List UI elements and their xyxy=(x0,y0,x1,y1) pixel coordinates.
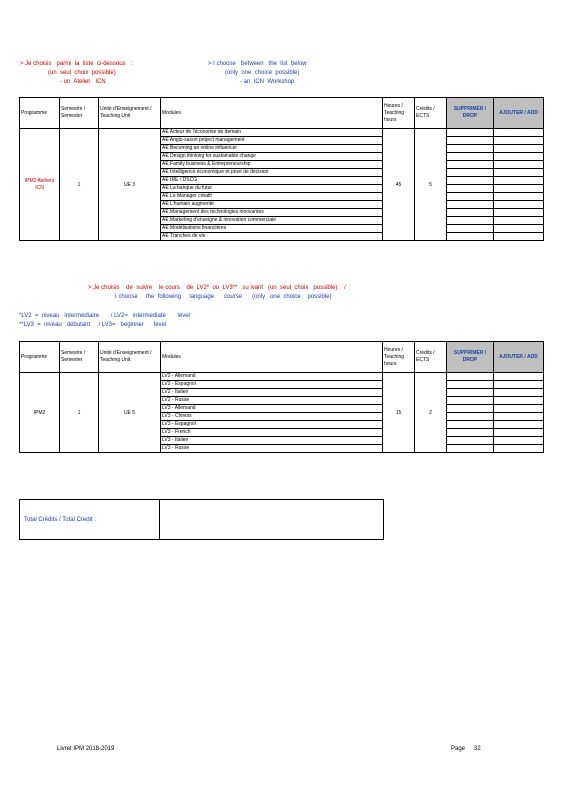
add-checkbox[interactable] xyxy=(494,185,544,193)
total-credits-label: Total Crédits / Total Credit : xyxy=(20,500,160,539)
semestre-cell: 1 xyxy=(60,129,99,241)
workshop-table xyxy=(19,97,544,241)
language-item: LV2 - Russe xyxy=(161,397,383,405)
ue-cell: UE 3 xyxy=(99,129,161,241)
programme-cell: IPM2 xyxy=(20,373,60,453)
header-programme: Programme xyxy=(20,342,60,373)
add-checkbox[interactable] xyxy=(494,389,544,397)
intro-en-line2: (only one choice possible) xyxy=(225,70,300,76)
add-checkbox[interactable] xyxy=(494,405,544,413)
footer-page-label: Page xyxy=(451,746,466,752)
module-item: AE Le Manager créatif xyxy=(161,193,383,201)
module-item: AE Management des technologies innovantes xyxy=(161,209,383,217)
header-modules: Modules xyxy=(161,342,383,373)
intro2-line2: I choose the following language course (only one choice possible) xyxy=(115,294,332,300)
drop-checkbox[interactable] xyxy=(447,185,494,193)
header-ajouter: AJOUTER / ADD xyxy=(494,342,544,373)
header-credits: Crédits / ECTS xyxy=(415,342,447,373)
ue-cell: UE 5 xyxy=(99,373,161,453)
total-credits-box xyxy=(19,499,384,540)
header-semestre: Semestre / Semester xyxy=(60,342,99,373)
total-credits-value-field[interactable] xyxy=(161,500,383,539)
add-checkbox[interactable] xyxy=(494,225,544,233)
credits-cell: 2 xyxy=(415,373,447,453)
header-semestre: Semestre / Semester xyxy=(60,98,99,129)
programme-cell: IPM2 Ateliers ICN xyxy=(20,129,60,241)
module-item: AE La banque du futur xyxy=(161,185,383,193)
drop-checkbox[interactable] xyxy=(447,225,494,233)
add-checkbox[interactable] xyxy=(494,153,544,161)
drop-checkbox[interactable] xyxy=(447,373,494,381)
language-item: LV3 - Italien xyxy=(161,437,383,445)
add-checkbox[interactable] xyxy=(494,233,544,241)
drop-checkbox[interactable] xyxy=(447,129,494,137)
add-checkbox[interactable] xyxy=(494,137,544,145)
add-checkbox[interactable] xyxy=(494,373,544,381)
drop-checkbox[interactable] xyxy=(447,397,494,405)
add-checkbox[interactable] xyxy=(494,413,544,421)
lv2-note: *LV2 = niveau intermédiaire / LV2= intermediate level xyxy=(19,313,190,319)
drop-checkbox[interactable] xyxy=(447,421,494,429)
header-heures: Heures / Teaching hours xyxy=(383,342,415,373)
header-supprimer: SUPPRIMER / DROP xyxy=(447,342,494,373)
drop-checkbox[interactable] xyxy=(447,445,494,453)
module-item: AE Intelligence économique et prise de décision xyxy=(161,169,383,177)
footer-page-number: 32 xyxy=(474,746,481,752)
drop-checkbox[interactable] xyxy=(447,381,494,389)
language-item: LV2 - Italien xyxy=(161,389,383,397)
add-checkbox[interactable] xyxy=(494,209,544,217)
drop-checkbox[interactable] xyxy=(447,437,494,445)
drop-checkbox[interactable] xyxy=(447,193,494,201)
intro-fr-line1: > Je choisis parmi la liste ci-dessous : xyxy=(20,61,133,67)
intro2-line1: > Je choisis de suivre le cours de LV2* ou LV3** su ivant (un seul choix possible) / xyxy=(88,285,346,291)
add-checkbox[interactable] xyxy=(494,217,544,225)
drop-checkbox[interactable] xyxy=(447,389,494,397)
language-item: LV3 - French xyxy=(161,429,383,437)
drop-checkbox[interactable] xyxy=(447,169,494,177)
drop-checkbox[interactable] xyxy=(447,177,494,185)
add-checkbox[interactable] xyxy=(494,381,544,389)
footer-booklet: Livret IPM 2018-2019 xyxy=(57,746,115,752)
add-checkbox[interactable] xyxy=(494,177,544,185)
add-checkbox[interactable] xyxy=(494,397,544,405)
add-checkbox[interactable] xyxy=(494,145,544,153)
module-item: AE Becoming an online influencer xyxy=(161,145,383,153)
intro-fr-line2: (un seul choix possible) xyxy=(48,70,116,76)
intro-en-line1: > I choose between the list below xyxy=(208,61,307,67)
add-checkbox[interactable] xyxy=(494,169,544,177)
language-table xyxy=(19,341,544,453)
drop-checkbox[interactable] xyxy=(447,145,494,153)
header-heures: Heures / Teaching hours xyxy=(383,98,415,129)
language-item: LV3 - Chinois xyxy=(161,413,383,421)
header-programme: Programme xyxy=(20,98,60,129)
drop-checkbox[interactable] xyxy=(447,153,494,161)
add-checkbox[interactable] xyxy=(494,445,544,453)
language-item: LV2 - Espagnol xyxy=(161,381,383,389)
header-supprimer: SUPPRIMER / DROP xyxy=(447,98,494,129)
intro-en-line3: - an ICN Workshop xyxy=(240,79,295,85)
drop-checkbox[interactable] xyxy=(447,217,494,225)
add-checkbox[interactable] xyxy=(494,421,544,429)
add-checkbox[interactable] xyxy=(494,437,544,445)
drop-checkbox[interactable] xyxy=(447,233,494,241)
lv3-note: **LV3 = niveau débutant / LV3= beginner level xyxy=(19,322,167,328)
drop-checkbox[interactable] xyxy=(447,209,494,217)
add-checkbox[interactable] xyxy=(494,429,544,437)
header-ajouter: AJOUTER / ADD xyxy=(494,98,544,129)
header-unite: Unité d'Enseignement / Teaching Unit xyxy=(99,98,161,129)
module-item: AE Modélisations financières xyxy=(161,225,383,233)
drop-checkbox[interactable] xyxy=(447,413,494,421)
drop-checkbox[interactable] xyxy=(447,405,494,413)
drop-checkbox[interactable] xyxy=(447,137,494,145)
language-item: LV2 - Allemand xyxy=(161,373,383,381)
module-item: AE L'humain augmenté xyxy=(161,201,383,209)
credits-cell: 5 xyxy=(415,129,447,241)
language-item: LV3 - Espagnol xyxy=(161,421,383,429)
header-unite: Unité d'Enseignement / Teaching Unit xyxy=(99,342,161,373)
drop-checkbox[interactable] xyxy=(447,201,494,209)
header-modules: Modules xyxy=(161,98,383,129)
intro-fr-line3: - un Atelier ICN xyxy=(60,79,106,85)
drop-checkbox[interactable] xyxy=(447,161,494,169)
heures-cell: 15 xyxy=(383,373,415,453)
language-item: LV3 - Allemand xyxy=(161,405,383,413)
module-item: AE Design thinking for sustainable change xyxy=(161,153,383,161)
add-checkbox[interactable] xyxy=(494,161,544,169)
module-item: AE Anglo-saxon project management xyxy=(161,137,383,145)
module-item: AE Acteur de l'économie de demain xyxy=(161,129,383,137)
add-checkbox[interactable] xyxy=(494,129,544,137)
drop-checkbox[interactable] xyxy=(447,429,494,437)
add-checkbox[interactable] xyxy=(494,201,544,209)
module-item: AE Marketing d'enseigne & innovation commerciale xyxy=(161,217,383,225)
semestre-cell: 1 xyxy=(60,373,99,453)
add-checkbox[interactable] xyxy=(494,193,544,201)
heures-cell: 45 xyxy=(383,129,415,241)
header-credits: Crédits / ECTS xyxy=(415,98,447,129)
module-item: AE Tranches de vie xyxy=(161,233,383,241)
module-item: AE IRE / DSCG xyxy=(161,177,383,185)
module-item: AE Family business & Entrepreneurship xyxy=(161,161,383,169)
language-item: LV3 - Russe xyxy=(161,445,383,453)
